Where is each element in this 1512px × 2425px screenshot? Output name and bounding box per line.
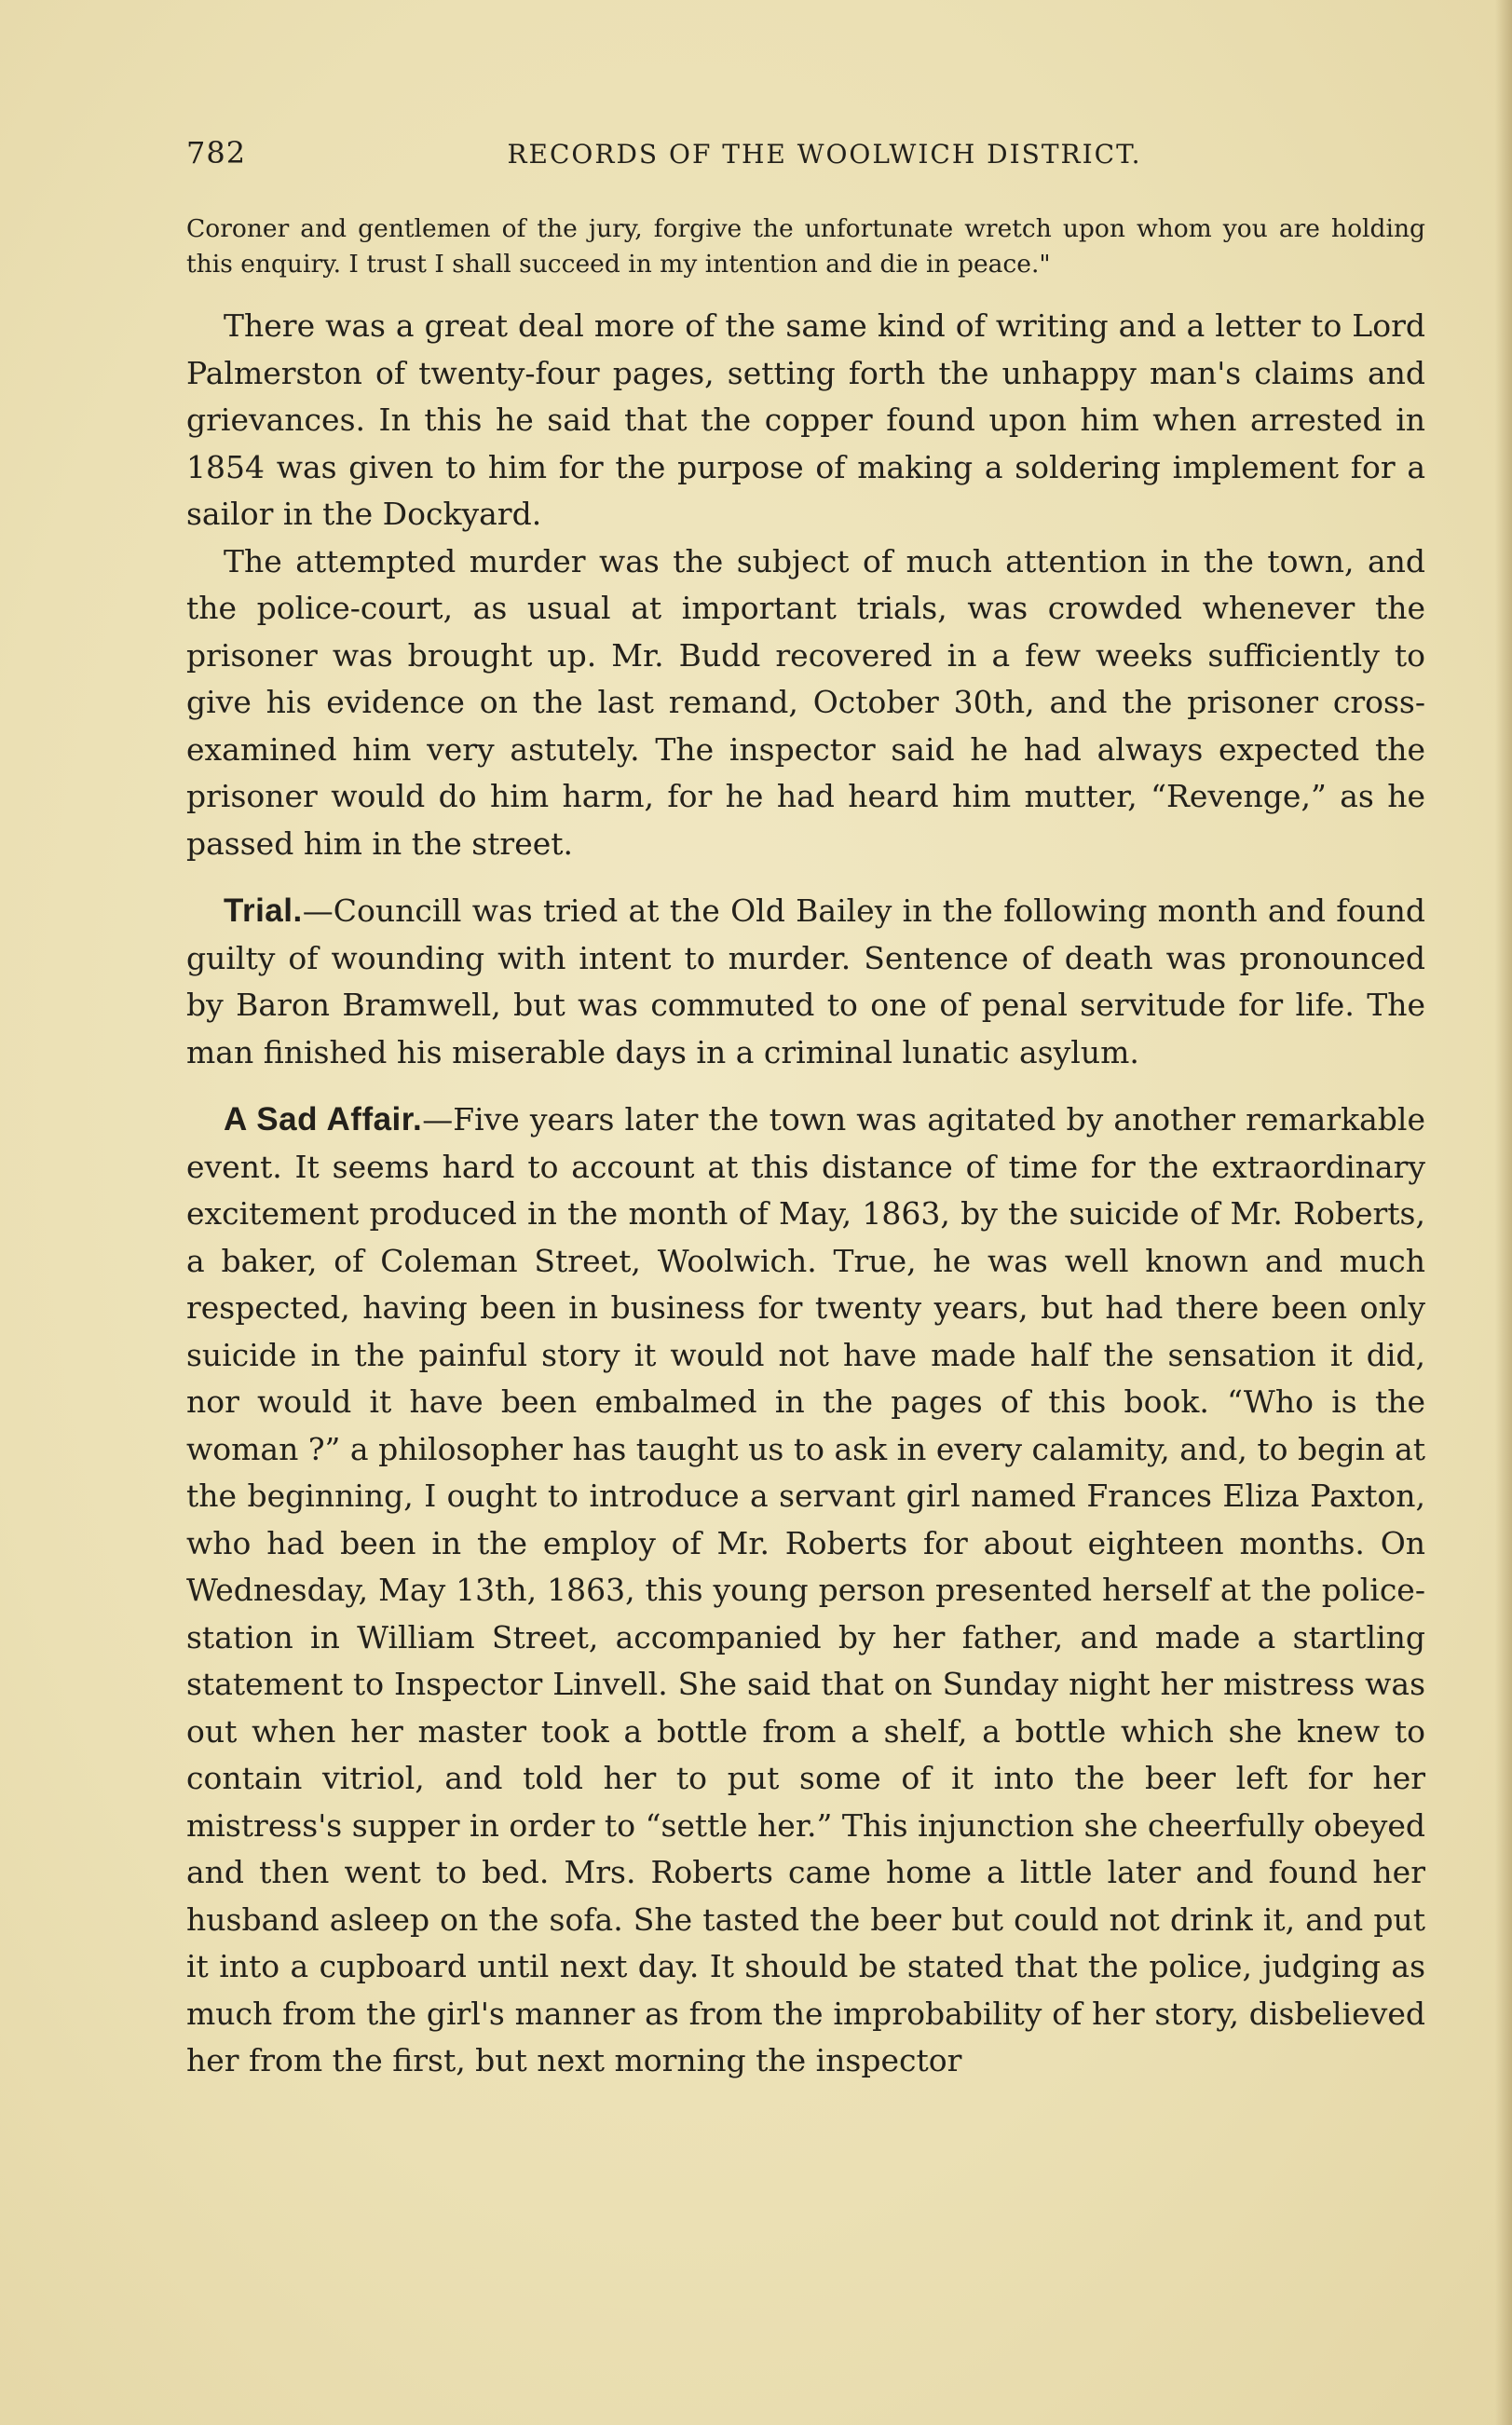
paragraph-sad-affair [186,1097,1425,2085]
page-number: 782 [186,135,247,170]
paragraph-trial-text: —Councill was tried at the Old Bailey in the following month and found guilty of wounding with intent to murder. Sentence of death was pronounced by Baron Bramwell, but was commuted to one of penal servitude for life. The man finished his miserable days in a criminal lunatic asylum. [186,892,1425,1070]
paragraph-attempted-murder: The attempted murder was the subject of much attention in the town, and the police-court, as usual at important trials, was crowded whenever the prisoner was brought up. Mr. Budd recovered in a few weeks sufficiently to give his evidence on the last remand, October 30th, and the prisoner cross-examined him very astutely. The inspector said he had always expected the prisoner would do him harm, for he had heard him mutter, “Revenge,” as he passed him in the street. [186,542,1425,862]
text-block [186,135,1425,2085]
section-heading-sad-affair: A Sad Affair. [224,1101,423,1138]
page-header [186,135,1425,191]
quoted-passage: Coroner and gentlemen of the jury, forgive the unfortunate wretch upon whom you are holding this enquiry. I trust I shall succeed in my intention and die in peace." [186,214,1425,279]
running-head: RECORDS OF THE WOOLWICH DISTRICT. [507,139,1142,170]
section-heading-trial: Trial. [224,892,303,929]
page-edge-shadow [1495,0,1512,2425]
paragraph-trial [186,888,1425,1076]
paragraph-palmerston-letter: There was a great deal more of the same kind of writing and a letter to Lord Palmerston of twenty-four pages, setting forth the unhappy man's claims and grievances. In this he said that the copper found upon him when arrested in 1854 was given to him for the purpose of making a soldering implement for a sailor in the Dockyard. [186,307,1425,532]
paragraph-sad-affair-text: —Five years later the town was agitated by another remarkable event. It seems hard to account at this distance of time for the extraordinary excitement produced in the month of May, 1863, by the suicide of Mr. Roberts, a baker, of Coleman Street, Woolwich. True, he was well known and much respected, having been in business for twenty years, but had there been only suicide in the painful story it would not have made half the sensation it did, nor would it have been embalmed in the pages of this book. “Who is the woman ?” a philosopher has taught us to ask in every calamity, and, to begin at the beginning, I ought to introduce a servant girl named Frances Eliza Paxton, who had been in the employ of Mr. Roberts for about eighteen months. On Wednesday, May 13th, 1863, this young person presented herself at the police-station in William Street, accompanied by her father, and made a startling statement to Inspector Linvell. She said that on Sunday night her mistress was out when her master took a bottle from a shelf, a bottle which she knew to contain vitriol, and told her to put some of it into the beer left for her mistress's supper in order to “settle her.” This injunction she cheerfully obeyed and then went to bed. Mrs. Roberts came home a little later and found her husband asleep on the sofa. She tasted the beer but could not drink it, and put it into a cupboard until next day. It should be stated that the police, judging as much from the girl's manner as from the improbability of her story, disbelieved her from the first, but next morning the inspector [186,1101,1425,2078]
